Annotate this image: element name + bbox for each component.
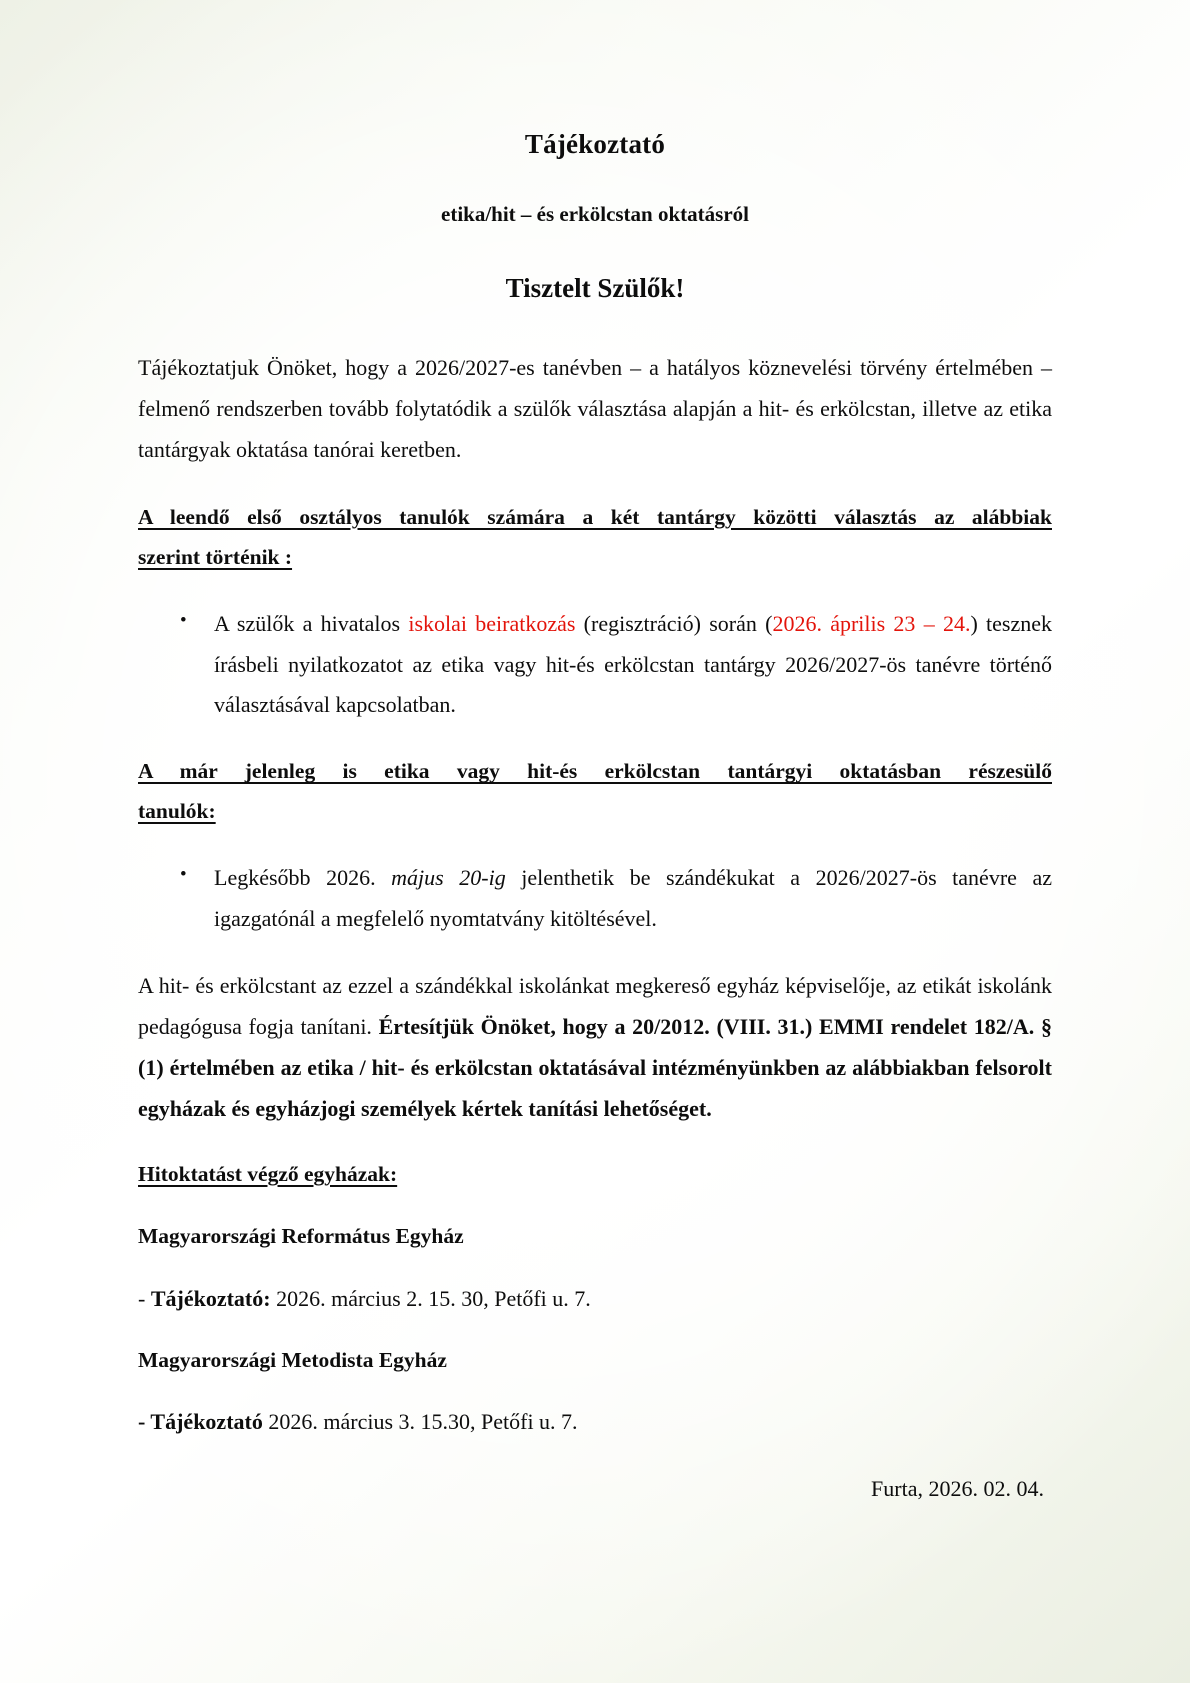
heading-current-students-line1: A már jelenleg is etika vagy hit-és erkölcstan tantárgyi oktatásban részesülő (138, 759, 1052, 784)
heading-first-graders-line2: szerint történik : (138, 544, 293, 569)
list-item (138, 858, 1052, 940)
churches-heading-label: Hitoktatást végző egyházak: (138, 1161, 398, 1186)
regulation-bold-text: Értesítjük Önöket, hogy a 20/2012. (VIII. 31.) EMMI rendelet 182/A. § (1) értelmében az etika / hit- és erkölcstan oktatásával intézményünkben az alábbiakban felsorolt egyházak és egyházjogi személyek kértek tanítási lehetőséget. (138, 1014, 1052, 1121)
signature-line: Furta, 2026. 02. 04. (871, 1476, 1044, 1502)
bullet-text-part1: Legkésőbb 2026. (214, 865, 392, 891)
current-students-bullet-list (138, 858, 1052, 940)
heading-first-graders (138, 498, 1052, 578)
page-title: Tájékoztató (524, 129, 666, 159)
bullet-text-italic-deadline: május 20-ig (391, 865, 506, 891)
bullet-text-red-date: 2026. április 23 – 24. (772, 610, 971, 636)
church-detail-prefix: - (138, 1285, 151, 1311)
church-detail-reformed (138, 1281, 1052, 1316)
church-name-reformed: Magyarországi Református Egyház (138, 1224, 464, 1249)
list-item (138, 604, 1052, 727)
church-detail-methodist (138, 1404, 1052, 1439)
bullet-text-part3: ) tesznek írásbeli nyilatkozatot az etika vagy hit-és erkölcstan tantárgy 2026/2027-ös tanévre történő választásával kapcsolatban. (214, 610, 1053, 718)
bullet-text-red-enrollment: iskolai beiratkozás (408, 610, 576, 636)
regulation-normal-text: A hit- és erkölcstant az ezzel a szándékkal iskolánkat megkereső egyház képviselője, az etikát iskolánk pedagógusa fogja tanítani. (138, 973, 1052, 1040)
heading-current-students-line2: tanulók: (138, 799, 216, 824)
regulation-paragraph (138, 966, 1052, 1130)
churches-heading (138, 1157, 1052, 1191)
church-detail-value: 2026. március 3. 15.30, Petőfi u. 7. (262, 1409, 578, 1435)
first-graders-bullet-list (138, 604, 1052, 727)
bullet-text-part2: (regisztráció) során ( (575, 610, 773, 636)
salutation-heading: Tisztelt Szülők! (505, 272, 685, 303)
church-name-methodist: Magyarországi Metodista Egyház (138, 1347, 447, 1372)
page-subtitle: etika/hit – és erkölcstan oktatásról (441, 202, 749, 227)
bullet-text-part1: A szülők a hivatalos (214, 610, 409, 636)
church-detail-label: - Tájékoztató (138, 1409, 263, 1435)
heading-current-students (138, 752, 1052, 832)
church-detail-label: Tájékoztató: (150, 1285, 271, 1311)
bullet-text-part2: jelenthetik be szándékukat a 2026/2027-ös tanévre az igazgatónál a megfelelő nyomtatvány kitöltésével. (214, 865, 1053, 932)
church-detail-value: 2026. március 2. 15. 30, Petőfi u. 7. (270, 1285, 591, 1311)
intro-paragraph: Tájékoztatjuk Önöket, hogy a 2026/2027-es tanévben – a hatályos köznevelési törvény értelmében – felmenő rendszerben tovább folytatódik a szülők választása alapján a hit- és erkölcstan, illetve az etika tantárgyak oktatása tanórai keretben. (138, 354, 1052, 462)
heading-first-graders-line1: A leendő első osztályos tanulók számára a két tantárgy közötti választás az alábbiak (138, 504, 1052, 529)
